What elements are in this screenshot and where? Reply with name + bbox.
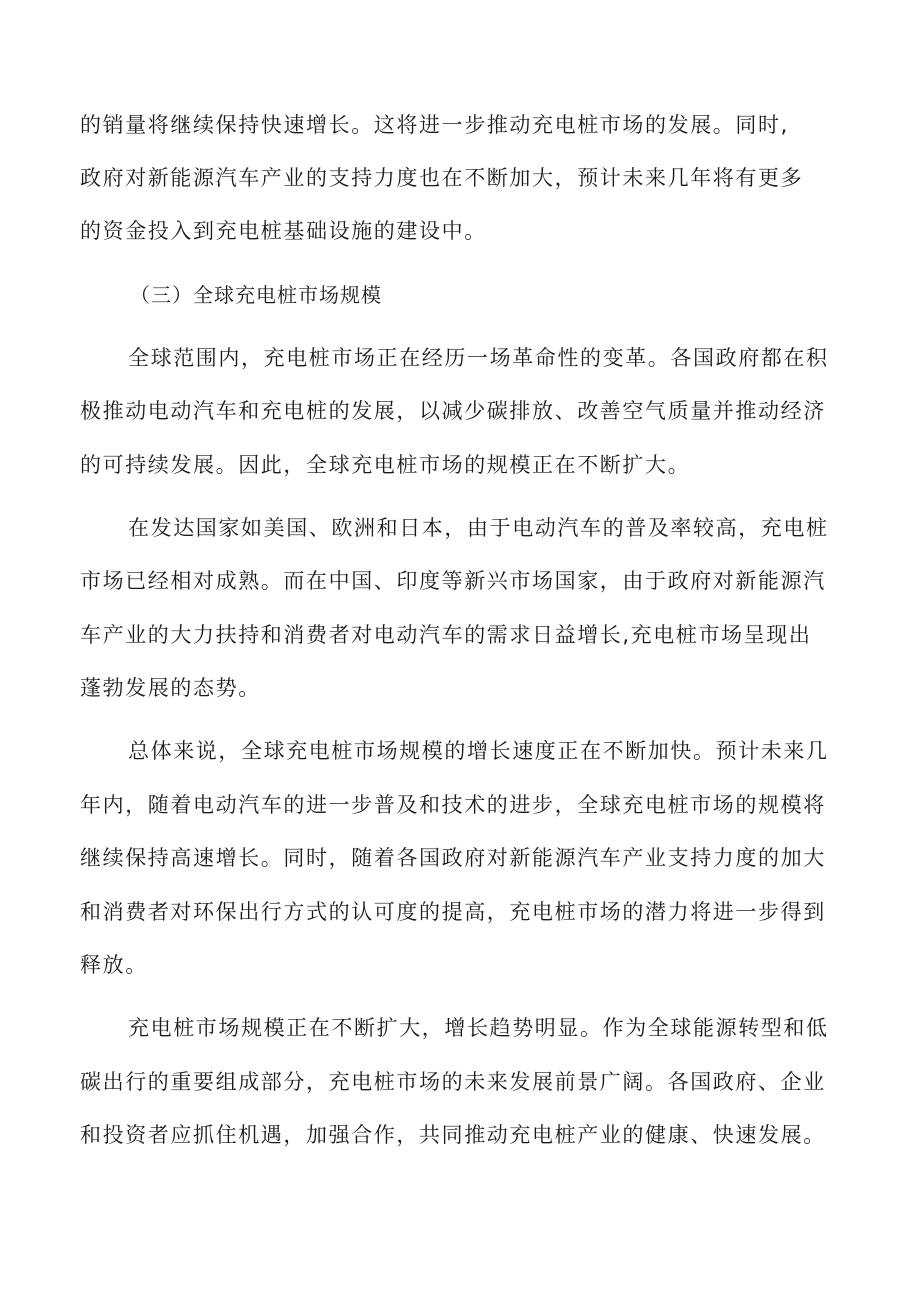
paragraph-4-line-3: 和投资者应抓住机遇，加强合作，共同推动充电桩产业的健康、快速发展。: [80, 1123, 826, 1147]
paragraph-2-line-2: 市场已经相对成熟。而在中国、印度等新兴市场国家，由于政府对新能源汽: [80, 569, 826, 593]
paragraph-1-line-1: 全球范围内，充电桩市场正在经历一场革命性的变革。各国政府都在积: [128, 346, 829, 370]
paragraph-3-line-2: 年内，随着电动汽车的进一步普及和技术的进步，全球充电桩市场的规模将: [80, 793, 826, 817]
intro-line-3: 的资金投入到充电桩基础设施的建设中。: [80, 219, 487, 243]
paragraph-2-line-1: 在发达国家如美国、欧洲和日本，由于电动汽车的普及率较高，充电桩: [128, 516, 829, 540]
paragraph-3-line-4: 和消费者对环保出行方式的认可度的提高，充电桩市场的潜力将进一步得到: [80, 900, 826, 924]
intro-line-1: 的销量将继续保持快速增长。这将进一步推动充电桩市场的发展。同时,: [80, 113, 789, 137]
paragraph-2-line-3: 车产业的大力扶持和消费者对电动汽车的需求日益增长,充电桩市场呈现出: [80, 623, 812, 647]
paragraph-3-line-5: 释放。: [80, 953, 148, 977]
paragraph-3-line-1: 总体来说，全球充电桩市场规模的增长速度正在不断加快。预计未来几: [128, 739, 829, 763]
section-heading: （三）全球充电桩市场规模: [130, 283, 382, 307]
paragraph-1-line-3: 的可持续发展。因此，全球充电桩市场的规模正在不断扩大。: [80, 453, 691, 477]
paragraph-4-line-1: 充电桩市场规模正在不断扩大，增长趋势明显。作为全球能源转型和低: [128, 1016, 829, 1040]
paragraph-2-line-4: 蓬勃发展的态势。: [80, 676, 261, 700]
intro-line-2: 政府对新能源汽车产业的支持力度也在不断加大，预计未来几年将有更多: [80, 166, 804, 190]
paragraph-3-line-3: 继续保持高速增长。同时，随着各国政府对新能源汽车产业支持力度的加大: [80, 846, 826, 870]
paragraph-4-line-2: 碳出行的重要组成部分，充电桩市场的未来发展前景广阔。各国政府、企业: [80, 1070, 826, 1094]
paragraph-1-line-2: 极推动电动汽车和充电桩的发展，以减少碳排放、改善空气质量并推动经济: [80, 399, 826, 423]
